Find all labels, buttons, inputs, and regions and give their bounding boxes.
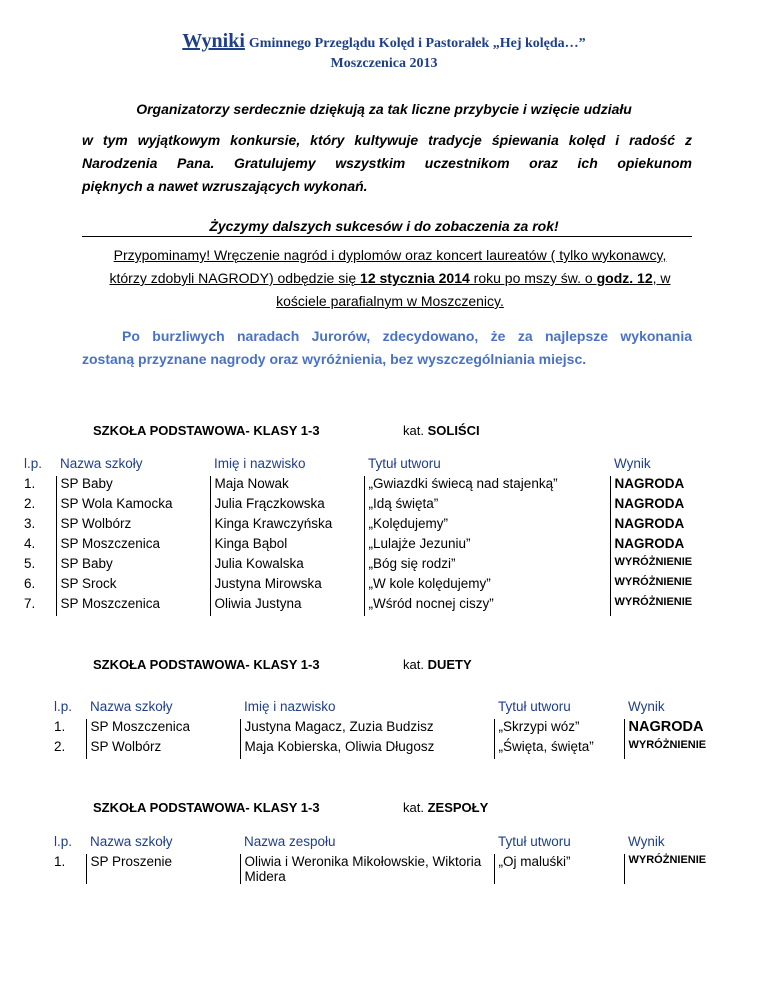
cell-name: Kinga Krawczyńska [210, 516, 364, 536]
header-school: Nazwa szkoły [90, 834, 173, 849]
cell-result: NAGRODA [610, 496, 742, 516]
jury-paragraph [82, 325, 692, 371]
cell-school: SP Proszenie [86, 854, 240, 884]
cell-result: NAGRODA [610, 516, 742, 536]
table-row [20, 476, 742, 496]
cell-school: SP Moszczenica [86, 719, 240, 739]
cell-result: WYRÓŻNIENIE [610, 596, 742, 616]
header-title: Tytuł utworu [368, 456, 441, 471]
category-label: kat. [403, 800, 424, 815]
table-header-row [20, 456, 742, 476]
cell-title: „Idą święta” [364, 496, 610, 516]
cell-name: Oliwia Justyna [210, 596, 364, 616]
document-subtitle: Moszczenica 2013 [330, 56, 438, 71]
cell-title: „Wśród nocnej ciszy” [364, 596, 610, 616]
wish-line: Życzymy dalszych sukcesów i do zobaczenia za rok! [209, 218, 559, 234]
section-school: SZKOŁA PODSTAWOWA- KLASY 1-3 [93, 423, 320, 438]
cell-name: Justyna Mirowska [210, 576, 364, 596]
cell-title: „Skrzypi wóz” [494, 719, 624, 739]
cell-name: Kinga Bąbol [210, 536, 364, 556]
cell-name: Julia Frączkowska [210, 496, 364, 516]
cell-title: „Święta, święta” [494, 739, 624, 759]
cell-title: „Oj maluśki” [494, 854, 624, 884]
table-row [20, 576, 742, 596]
table-row [20, 556, 742, 576]
cell-result: WYRÓŻNIENIE [624, 854, 752, 884]
category-value: SOLIŚCI [427, 423, 480, 438]
reminder-date: 12 stycznia 2014 [360, 270, 470, 286]
title-main: Wyniki [182, 30, 245, 52]
cell-lp: 2. [24, 496, 36, 511]
category-value: ZESPOŁY [427, 800, 489, 815]
cell-lp: 1. [24, 476, 36, 491]
jury-line-2: zostaną przyznane nagrody oraz wyróżnienia, bez wyszczególniania miejsc. [82, 351, 587, 367]
cell-lp: 6. [24, 576, 36, 591]
cell-name: Maja Nowak [210, 476, 364, 496]
table-row [50, 719, 752, 739]
cell-result: NAGRODA [610, 536, 742, 556]
header-result: Wynik [614, 456, 651, 471]
cell-lp: 7. [24, 596, 36, 611]
category-value: DUETY [427, 657, 472, 672]
table-row [50, 739, 752, 759]
intro-line-2: w tym wyjątkowym konkursie, który kultywuje tradycje śpiewania kolęd i radość z [82, 132, 692, 148]
category-label: kat. [403, 657, 424, 672]
cell-lp: 5. [24, 556, 36, 571]
section-school: SZKOŁA PODSTAWOWA- KLASY 1-3 [93, 657, 320, 672]
header-title: Tytuł utworu [498, 699, 571, 714]
cell-lp: 4. [24, 536, 36, 551]
header-name: Imię i nazwisko [244, 699, 336, 714]
results-table-duety [50, 699, 752, 759]
reminder-text-3: , w kościele parafialnym w Moszczenicy. [276, 270, 671, 309]
cell-result: WYRÓŻNIENIE [610, 556, 742, 576]
cell-title: „Lulajże Jezuniu” [364, 536, 610, 556]
cell-result: WYRÓŻNIENIE [610, 576, 742, 596]
reminder-time: godz. 12 [596, 270, 653, 286]
intro-line-4: pięknych a nawet wzruszających wykonań. [82, 178, 368, 194]
cell-result: WYRÓŻNIENIE [624, 739, 752, 759]
results-table-solisci [20, 456, 742, 616]
header-lp: l.p. [54, 699, 73, 714]
table-row [20, 496, 742, 516]
cell-result: NAGRODA [610, 476, 742, 496]
header-title: Tytuł utworu [498, 834, 571, 849]
reminder-text-1: Przypominamy! Wręczenie nagród i dyplomów oraz koncert laureatów ( tylko wykonawcy, którzy zdobyli NAGRODY) odbędzie się [109, 247, 667, 286]
header-name: Imię i nazwisko [214, 456, 306, 471]
cell-school: SP Wolbórz [56, 516, 210, 536]
table-header-row [50, 699, 752, 719]
category-label: kat. [403, 423, 424, 438]
header-result: Wynik [628, 834, 665, 849]
header-lp: l.p. [24, 456, 43, 471]
results-table-zespoly [50, 834, 752, 884]
intro-paragraph [82, 129, 692, 198]
cell-title: „Bóg się rodzi” [364, 556, 610, 576]
table-row [20, 516, 742, 536]
header-result: Wynik [628, 699, 665, 714]
cell-school: SP Baby [56, 476, 210, 496]
cell-name: Maja Kobierska, Oliwia Długosz [240, 739, 494, 759]
intro-line-3: Narodzenia Pana. Gratulujemy wszystkim uczestnikom oraz ich opiekunom [82, 155, 692, 171]
cell-band: Oliwia i Weronika Mikołowskie, Wiktoria Midera [240, 854, 494, 884]
cell-title: „Gwiazdki świecą nad stajenką” [364, 476, 610, 496]
cell-school: SP Wola Kamocka [56, 496, 210, 516]
document-title [0, 30, 768, 53]
section-category [403, 657, 472, 672]
cell-school: SP Srock [56, 576, 210, 596]
header-band: Nazwa zespołu [244, 834, 336, 849]
section-zespoly-heading [93, 800, 489, 815]
cell-school: SP Wolbórz [86, 739, 240, 759]
cell-school: SP Moszczenica [56, 536, 210, 556]
header-lp: l.p. [54, 834, 73, 849]
reminder-paragraph [100, 244, 680, 313]
divider [82, 236, 692, 237]
cell-lp: 1. [54, 719, 66, 734]
title-rest: Gminnego Przeglądu Kolęd i Pastorałek „Hej kolęda…” [248, 36, 586, 51]
section-school: SZKOŁA PODSTAWOWA- KLASY 1-3 [93, 800, 320, 815]
cell-school: SP Baby [56, 556, 210, 576]
section-duety-heading [93, 657, 472, 672]
intro-line-1: Organizatorzy serdecznie dziękują za tak liczne przybycie i wzięcie udziału [136, 101, 632, 117]
cell-name: Justyna Magacz, Zuzia Budzisz [240, 719, 494, 739]
cell-lp: 3. [24, 516, 36, 531]
section-solisci-heading [93, 423, 480, 438]
cell-title: „Kolędujemy” [364, 516, 610, 536]
table-row [20, 596, 742, 616]
table-row [50, 854, 752, 884]
reminder-text-2: roku po mszy św. o [469, 270, 597, 286]
header-school: Nazwa szkoły [60, 456, 143, 471]
cell-lp: 1. [54, 854, 66, 869]
table-row [20, 536, 742, 556]
cell-lp: 2. [54, 739, 66, 754]
cell-result: NAGRODA [624, 719, 752, 739]
section-category [403, 423, 480, 438]
cell-name: Julia Kowalska [210, 556, 364, 576]
jury-line-1: Po burzliwych naradach Jurorów, zdecydowano, że za najlepsze wykonania [122, 328, 692, 344]
cell-title: „W kole kolędujemy” [364, 576, 610, 596]
cell-school: SP Moszczenica [56, 596, 210, 616]
table-header-row [50, 834, 752, 854]
section-category [403, 800, 488, 815]
header-school: Nazwa szkoły [90, 699, 173, 714]
